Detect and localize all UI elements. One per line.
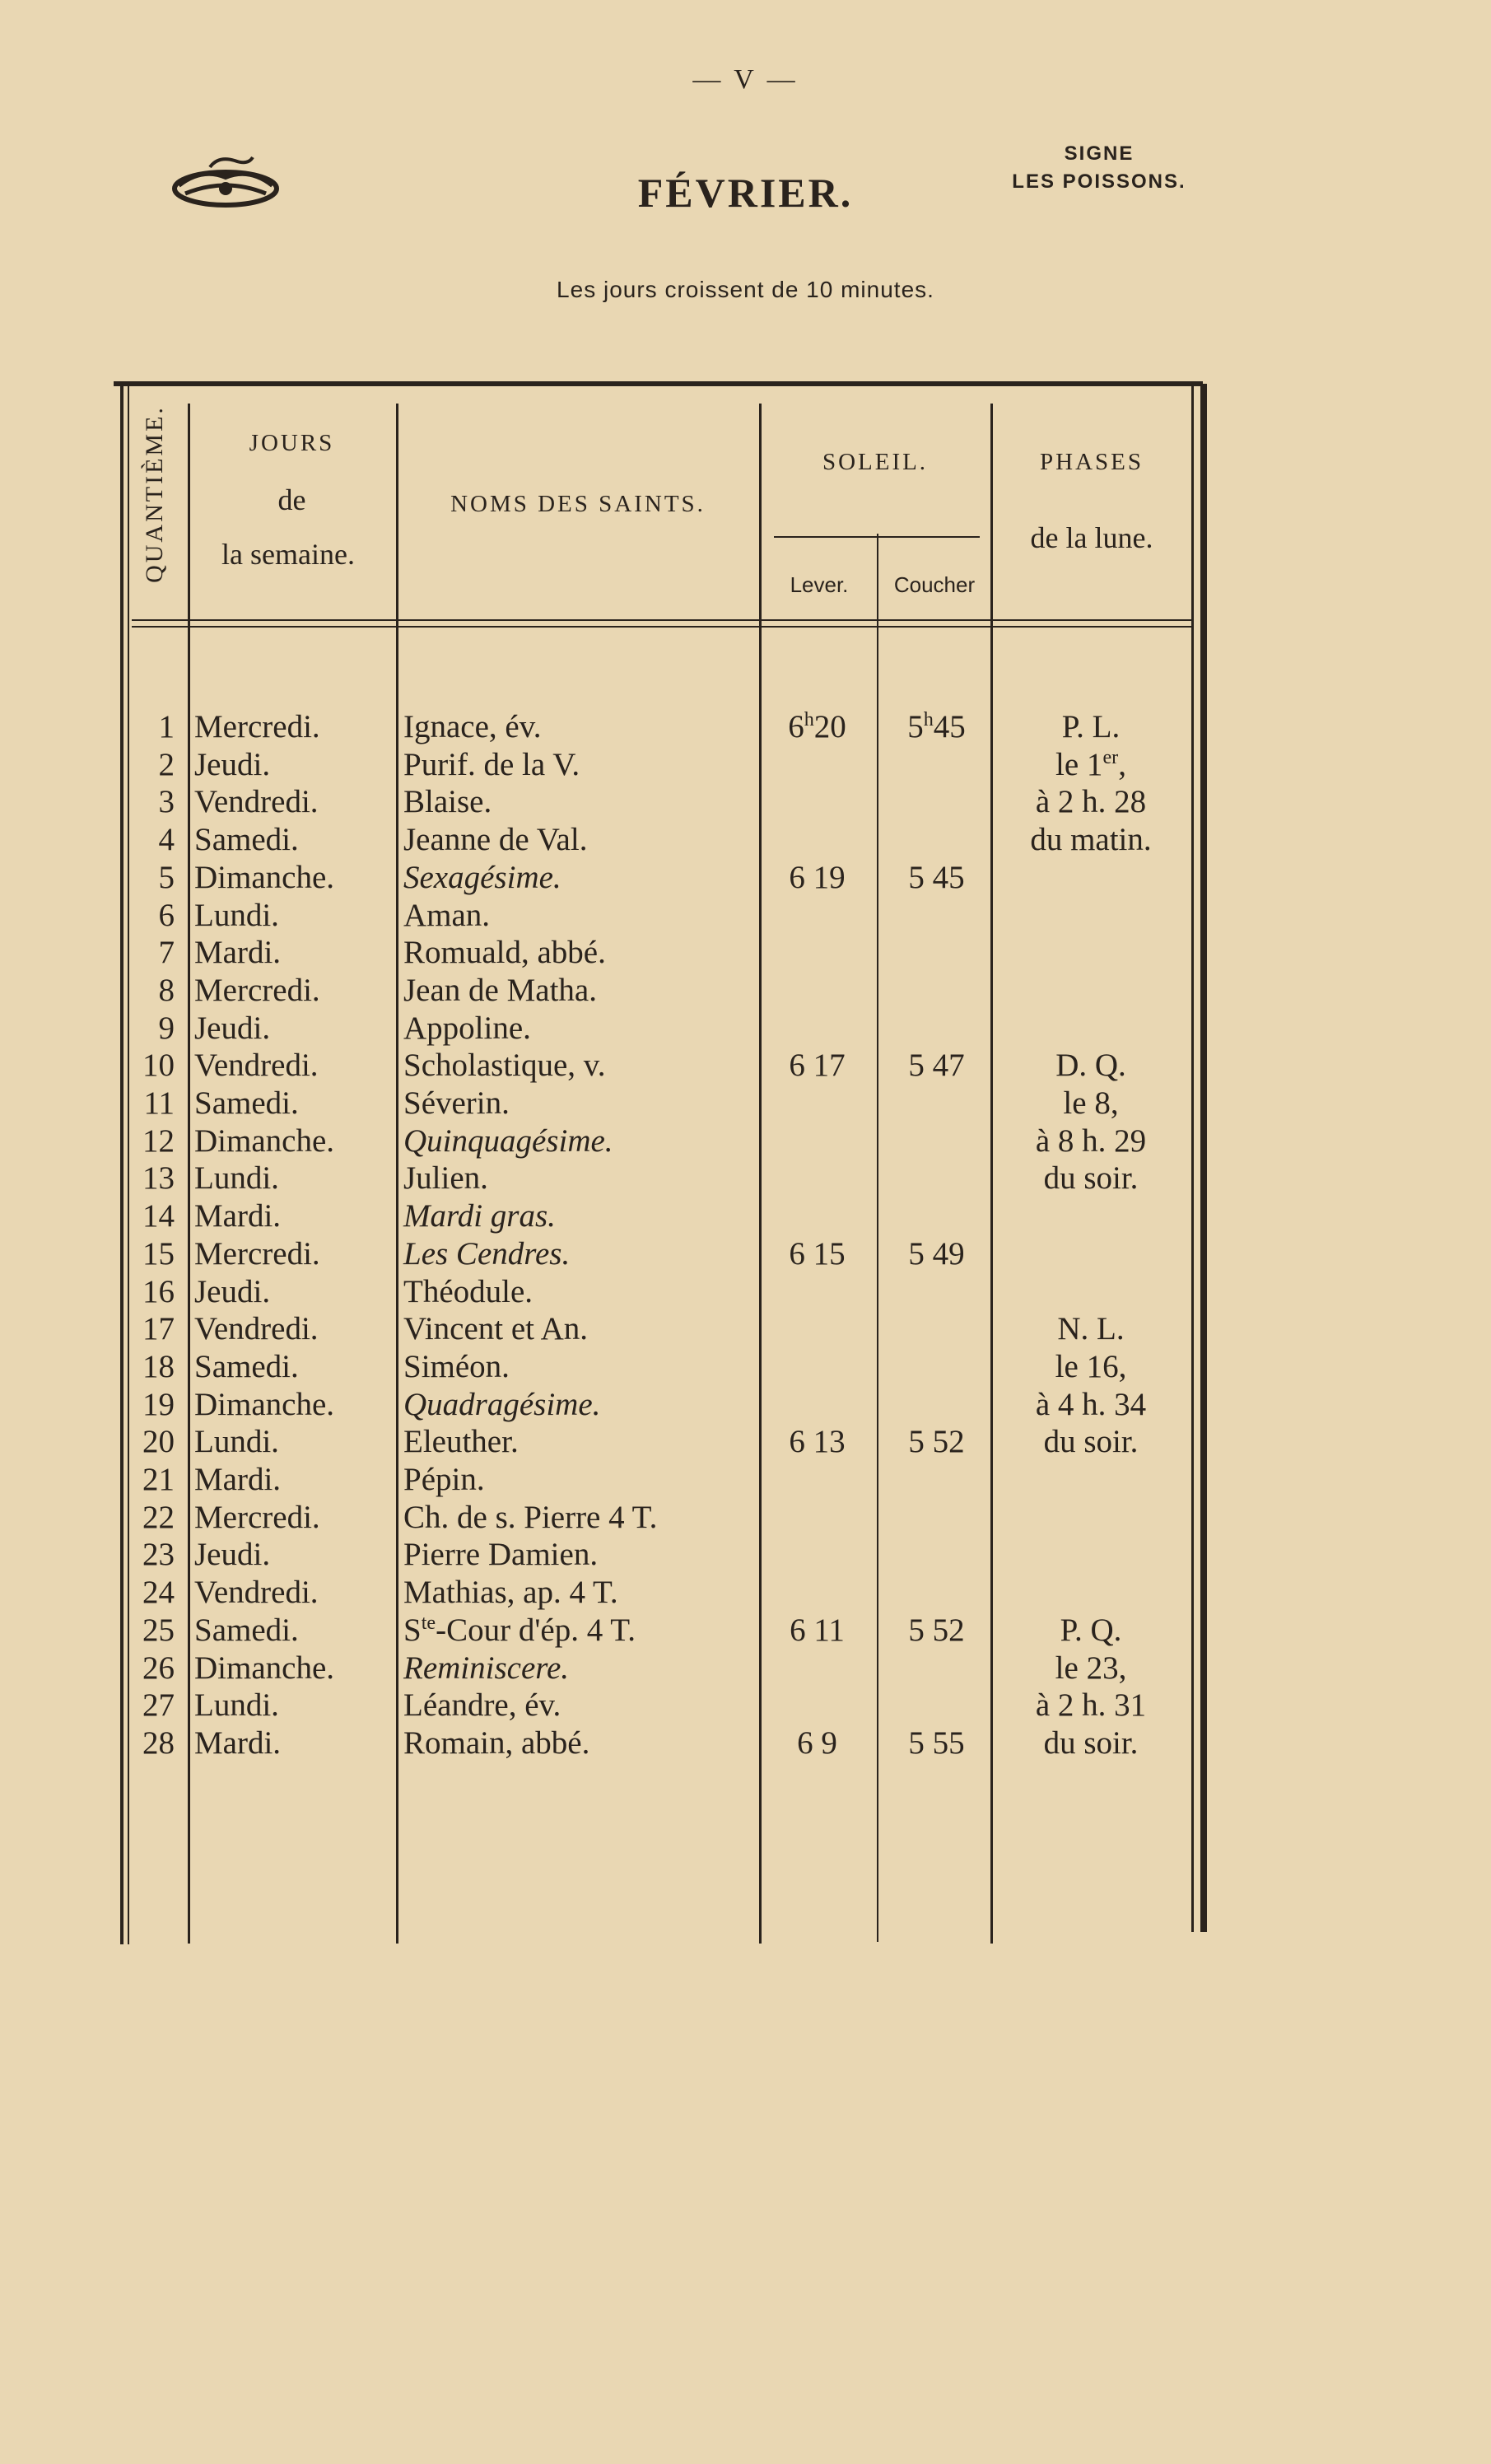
- weekday: Dimanche.: [194, 859, 335, 895]
- daylight-note: Les jours croissent de 10 minutes.: [557, 277, 934, 302]
- saint-name: Ignace, év.: [403, 709, 542, 744]
- table-row: [0, 1348, 1491, 1386]
- moon-phase: P. Q.: [1060, 1612, 1122, 1648]
- saint-name: Blaise.: [403, 784, 492, 820]
- sunset-time: 5 45: [908, 859, 965, 895]
- saint-name: Sexagésime.: [403, 859, 561, 895]
- header-jours: JOURS: [249, 430, 335, 456]
- weekday: Jeudi.: [194, 1273, 271, 1309]
- day-number: 23: [142, 1537, 175, 1573]
- table-row: [0, 1612, 1491, 1650]
- weekday: Samedi.: [194, 1085, 299, 1121]
- header-phases: PHASES: [1040, 449, 1144, 475]
- table-row: [0, 1461, 1491, 1499]
- saint-name: Pierre Damien.: [403, 1537, 599, 1573]
- day-number: 18: [142, 1348, 175, 1384]
- day-number: 1: [158, 709, 175, 744]
- table-row: [0, 1536, 1491, 1574]
- sunrise-time: 6 15: [789, 1235, 846, 1272]
- sunset-time: 5 52: [908, 1424, 965, 1460]
- day-number: 17: [142, 1311, 175, 1347]
- moon-phase: du soir.: [1043, 1424, 1139, 1460]
- weekday: Samedi.: [194, 822, 299, 858]
- sunset-time: 5$^h$45: [907, 708, 966, 744]
- weekday: Dimanche.: [194, 1122, 335, 1159]
- day-number: 21: [142, 1462, 175, 1497]
- day-number: 19: [142, 1386, 175, 1422]
- table-row: [0, 746, 1491, 784]
- saint-name: Jean de Matha.: [403, 972, 597, 1008]
- sunrise-time: 6$^h$20: [788, 708, 846, 744]
- table-row: [0, 1650, 1491, 1687]
- saint-name: Théodule.: [403, 1273, 533, 1309]
- moon-phase: à 2 h. 31: [1035, 1687, 1147, 1724]
- saint-name: Julien.: [403, 1160, 488, 1197]
- table-row: [0, 1687, 1491, 1724]
- weekday: Mercredi.: [194, 1499, 320, 1535]
- moon-phase: le 16,: [1055, 1348, 1127, 1384]
- day-number: 10: [142, 1048, 175, 1084]
- day-number: 20: [142, 1424, 175, 1460]
- saint-name: Reminiscere.: [403, 1650, 570, 1686]
- table-row: [0, 972, 1491, 1010]
- saint-name: Romuald, abbé.: [403, 935, 606, 971]
- table-row: [0, 783, 1491, 821]
- day-number: 12: [142, 1122, 175, 1159]
- weekday: Lundi.: [194, 1160, 279, 1197]
- sunrise-time: 6 9: [797, 1724, 837, 1761]
- table-row: [0, 1499, 1491, 1537]
- saint-name: Mathias, ap. 4 T.: [403, 1575, 618, 1611]
- saint-name: Léandre, év.: [403, 1687, 561, 1724]
- table-row: [0, 1197, 1491, 1235]
- weekday: Lundi.: [194, 1424, 279, 1460]
- header-coucher: Coucher: [893, 572, 976, 597]
- day-number: 5: [158, 859, 175, 895]
- weekday: Lundi.: [194, 1687, 279, 1724]
- day-number: 2: [158, 746, 175, 782]
- header-quantieme: QUANTIÈME.: [141, 405, 168, 583]
- weekday: Dimanche.: [194, 1650, 335, 1686]
- header-soleil: SOLEIL.: [822, 449, 929, 475]
- moon-phase: D. Q.: [1055, 1048, 1126, 1084]
- table-row: [0, 1122, 1491, 1160]
- weekday: Vendredi.: [194, 784, 319, 820]
- zodiac-sign-name: LES POISSONS.: [1012, 170, 1186, 193]
- saint-name: Ch. de s. Pierre 4 T.: [403, 1499, 658, 1535]
- weekday: Mardi.: [194, 1462, 282, 1497]
- weekday: Dimanche.: [194, 1386, 335, 1422]
- table-row: [0, 859, 1491, 897]
- weekday: Lundi.: [194, 897, 279, 933]
- weekday: Mardi.: [194, 935, 282, 971]
- day-number: 15: [142, 1235, 175, 1272]
- header-jours-de: de: [277, 483, 306, 516]
- weekday: Jeudi.: [194, 1537, 271, 1573]
- table-row: [0, 1160, 1491, 1197]
- moon-phase: N. L.: [1057, 1311, 1125, 1347]
- sunrise-time: 6 19: [789, 859, 846, 895]
- day-number: 7: [158, 935, 175, 971]
- table-row: [0, 708, 1491, 746]
- weekday: Vendredi.: [194, 1048, 319, 1084]
- table-row: [0, 897, 1491, 935]
- saint-name: Jeanne de Val.: [403, 822, 588, 858]
- saint-name: Purif. de la V.: [403, 746, 580, 782]
- table-row: [0, 1724, 1491, 1762]
- day-number: 13: [142, 1160, 175, 1197]
- day-number: 25: [142, 1612, 175, 1648]
- day-number: 14: [142, 1198, 175, 1234]
- moon-phase: P. L.: [1061, 709, 1121, 744]
- sunrise-time: 6 13: [789, 1424, 846, 1460]
- day-number: 28: [142, 1724, 175, 1761]
- saint-name: Les Cendres.: [403, 1235, 571, 1272]
- table-row: [0, 1423, 1491, 1461]
- header-rule: [132, 619, 1191, 621]
- table-row: [0, 934, 1491, 972]
- soleil-brace: [774, 536, 980, 538]
- table-row: [0, 1047, 1491, 1085]
- moon-phase: du soir.: [1043, 1724, 1139, 1761]
- table-row: [0, 821, 1491, 859]
- table-top-rule: [114, 381, 1203, 386]
- day-number: 4: [158, 822, 175, 858]
- sunset-time: 5 47: [908, 1048, 965, 1084]
- table-row: [0, 1235, 1491, 1273]
- header-phases-lune: de la lune.: [1030, 521, 1153, 554]
- weekday: Mercredi.: [194, 972, 320, 1008]
- table-row: [0, 1085, 1491, 1122]
- sunset-time: 5 49: [908, 1235, 965, 1272]
- moon-phase: à 8 h. 29: [1035, 1122, 1147, 1159]
- saint-name: Romain, abbé.: [403, 1724, 590, 1761]
- page-number: — V —: [692, 64, 799, 95]
- saint-name: Eleuther.: [403, 1424, 519, 1460]
- saint-name: Mardi gras.: [403, 1198, 556, 1234]
- saint-name: Vincent et An.: [403, 1311, 589, 1347]
- day-number: 6: [158, 897, 175, 933]
- day-number: 26: [142, 1650, 175, 1686]
- table-row: [0, 1010, 1491, 1048]
- day-number: 11: [143, 1085, 175, 1121]
- saint-name: Scholastique, v.: [403, 1048, 606, 1084]
- header-saints: NOMS DES SAINTS.: [450, 491, 706, 517]
- weekday: Samedi.: [194, 1348, 299, 1384]
- weekday: Mardi.: [194, 1724, 282, 1761]
- saint-name: Siméon.: [403, 1348, 510, 1384]
- saint-name: Quinquagésime.: [403, 1122, 613, 1159]
- day-number: 27: [142, 1687, 175, 1724]
- header-lever: Lever.: [790, 572, 849, 597]
- weekday: Jeudi.: [194, 746, 271, 782]
- day-number: 3: [158, 784, 175, 820]
- day-number: 8: [158, 972, 175, 1008]
- weekday: Mercredi.: [194, 1235, 320, 1272]
- zodiac-sign: [980, 140, 1218, 196]
- weekday: Mercredi.: [194, 709, 320, 744]
- day-number: 16: [142, 1273, 175, 1309]
- weekday: Vendredi.: [194, 1311, 319, 1347]
- saint-name: Séverin.: [403, 1085, 510, 1121]
- table-row: [0, 1310, 1491, 1348]
- moon-phase: du matin.: [1030, 822, 1152, 858]
- moon-phase: à 4 h. 34: [1035, 1386, 1147, 1422]
- table-row: [0, 1386, 1491, 1424]
- header-rule: [132, 626, 1191, 628]
- table-row: [0, 1273, 1491, 1311]
- moon-phase: du soir.: [1043, 1160, 1139, 1197]
- saint-name: Appoline.: [403, 1010, 531, 1046]
- day-number: 22: [142, 1499, 175, 1535]
- saint-name: Aman.: [403, 897, 491, 933]
- sunset-time: 5 52: [908, 1612, 965, 1648]
- saint-name: $S^{te}$-Cour d'ép. 4 T.: [403, 1611, 636, 1648]
- weekday: Samedi.: [194, 1612, 299, 1648]
- table-row: [0, 1574, 1491, 1612]
- sunrise-time: 6 11: [790, 1612, 845, 1648]
- moon-phase: à 2 h. 28: [1035, 784, 1147, 820]
- saint-name: Pépin.: [403, 1462, 485, 1497]
- header-jours-semaine: la semaine.: [221, 538, 355, 571]
- sunrise-time: 6 17: [789, 1048, 846, 1084]
- moon-phase: le 8,: [1063, 1085, 1119, 1121]
- weekday: Jeudi.: [194, 1010, 271, 1046]
- moon-phase: le 1er,: [1055, 745, 1126, 782]
- day-number: 9: [158, 1010, 175, 1046]
- weekday: Vendredi.: [194, 1575, 319, 1611]
- moon-phase: le 23,: [1055, 1650, 1127, 1686]
- sunset-time: 5 55: [908, 1724, 965, 1761]
- weekday: Mardi.: [194, 1198, 282, 1234]
- day-number: 24: [142, 1575, 175, 1611]
- zodiac-sign-label: SIGNE: [1064, 142, 1135, 165]
- month-title: FÉVRIER.: [637, 170, 854, 216]
- saint-name: Quadragésime.: [403, 1386, 601, 1422]
